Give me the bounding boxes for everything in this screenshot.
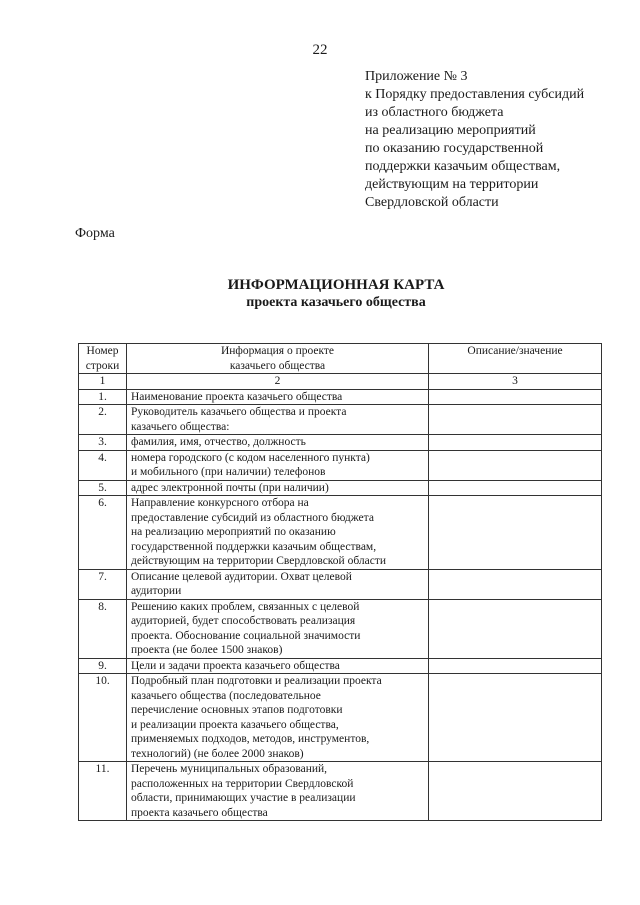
table-row xyxy=(79,762,602,821)
header-information xyxy=(127,344,429,374)
row-number: 4. xyxy=(79,450,127,480)
row-text-line: предоставление субсидий из областного бюджета xyxy=(131,511,374,524)
header-description xyxy=(429,344,602,374)
row-text-line: Решению каких проблем, связанных с целевой xyxy=(131,600,360,613)
appendix-line: к Порядку предоставления субсидий xyxy=(365,87,585,102)
row-text-line: технологий) (не более 2000 знаков) xyxy=(131,747,304,760)
page-number: 22 xyxy=(312,42,328,58)
row-number: 2. xyxy=(79,405,127,435)
row-text-line: на реализацию мероприятий по оказанию xyxy=(131,526,336,538)
row-value-cell[interactable] xyxy=(429,405,602,435)
table-row xyxy=(79,480,602,496)
row-information xyxy=(127,674,429,762)
row-value-cell[interactable] xyxy=(429,674,602,762)
row-information xyxy=(127,496,429,570)
row-text-line: фамилия, имя, отчество, должность xyxy=(131,436,306,448)
row-text-line: Руководитель казачьего общества и проекта xyxy=(131,406,347,418)
row-text-line: действующим на территории Свердловской области xyxy=(131,555,387,567)
table-row xyxy=(79,389,602,405)
header-row-number xyxy=(79,344,127,374)
row-text-line: и мобильного (при наличии) телефонов xyxy=(131,466,326,478)
column-index: 2 xyxy=(127,374,429,390)
table-row xyxy=(79,674,602,762)
row-text-line: аудитории xyxy=(131,585,182,597)
row-text-line: и реализации проекта казачьего общества, xyxy=(131,718,339,731)
row-value-cell[interactable] xyxy=(429,389,602,405)
table-row xyxy=(79,599,602,658)
row-text-line: номера городского (с кодом населенного пункта) xyxy=(131,451,370,464)
row-information xyxy=(127,405,429,435)
appendix-line: Приложение № 3 xyxy=(365,69,468,84)
row-information xyxy=(127,389,429,405)
row-text-line: Перечень муниципальных образований, xyxy=(131,763,328,775)
appendix-line: Свердловской области xyxy=(365,195,499,210)
appendix-line: поддержки казачьим обществам, xyxy=(365,159,561,174)
table-row xyxy=(79,435,602,451)
title-line-2: проекта казачьего общества xyxy=(246,295,426,310)
row-number: 9. xyxy=(79,658,127,674)
row-text-line: Описание целевой аудитории. Охват целевой xyxy=(131,570,352,583)
row-number: 5. xyxy=(79,480,127,496)
row-text-line: проекта казачьего общества xyxy=(131,806,268,819)
header-text: Описание/значение xyxy=(467,345,563,357)
row-value-cell[interactable] xyxy=(429,658,602,674)
row-text-line: перечисление основных этапов подготовки xyxy=(131,704,343,716)
row-text-line: государственной поддержки казачьим обществам, xyxy=(131,540,377,553)
row-text-line: аудиторией, будет способствовать реализация xyxy=(131,615,356,627)
row-information xyxy=(127,658,429,674)
row-number: 8. xyxy=(79,599,127,658)
table-row xyxy=(79,658,602,674)
appendix-line: на реализацию мероприятий xyxy=(365,123,536,138)
row-value-cell[interactable] xyxy=(429,450,602,480)
row-text-line: проекта (не более 1500 знаков) xyxy=(131,644,283,656)
row-information xyxy=(127,480,429,496)
row-text-line: адрес электронной почты (при наличии) xyxy=(131,481,329,494)
row-text-line: области, принимающих участие в реализации xyxy=(131,792,356,804)
header-text: Информация о проекте xyxy=(220,345,335,357)
appendix-line: по оказанию государственной xyxy=(365,141,544,156)
row-value-cell[interactable] xyxy=(429,480,602,496)
row-text-line: Подробный план подготовки и реализации проекта xyxy=(131,675,382,687)
table-row xyxy=(79,450,602,480)
document-title xyxy=(0,276,640,312)
row-information xyxy=(127,435,429,451)
form-label: Форма xyxy=(75,226,115,241)
row-number: 1. xyxy=(79,389,127,405)
info-table xyxy=(78,343,602,821)
appendix-line: из областного бюджета xyxy=(365,105,504,120)
table-row xyxy=(79,405,602,435)
row-text-line: Направление конкурсного отбора на xyxy=(131,497,309,509)
row-information xyxy=(127,599,429,658)
row-number: 7. xyxy=(79,569,127,599)
row-information xyxy=(127,450,429,480)
title-line-1: ИНФОРМАЦИОННАЯ КАРТА xyxy=(227,277,445,293)
column-index: 3 xyxy=(429,374,602,390)
row-value-cell[interactable] xyxy=(429,599,602,658)
column-index-row xyxy=(79,374,602,390)
row-value-cell[interactable] xyxy=(429,496,602,570)
row-value-cell[interactable] xyxy=(429,569,602,599)
row-number: 10. xyxy=(79,674,127,762)
table-body xyxy=(79,389,602,821)
row-text-line: казачьего общества (последовательное xyxy=(131,689,321,702)
row-number: 3. xyxy=(79,435,127,451)
row-text-line: применяемых подходов, методов, инструментов, xyxy=(131,733,370,745)
row-text-line: расположенных на территории Свердловской xyxy=(131,777,354,790)
row-number: 6. xyxy=(79,496,127,570)
table-row xyxy=(79,569,602,599)
row-text-line: Наименование проекта казачьего общества xyxy=(131,390,343,403)
appendix-line: действующим на территории xyxy=(365,177,539,192)
row-number: 11. xyxy=(79,762,127,821)
row-value-cell[interactable] xyxy=(429,435,602,451)
header-text: строки xyxy=(85,359,120,372)
appendix-header xyxy=(365,68,584,212)
row-text-line: проекта. Обоснование социальной значимости xyxy=(131,629,361,642)
row-information xyxy=(127,762,429,821)
row-text-line: Цели и задачи проекта казачьего общества xyxy=(131,659,340,672)
row-information xyxy=(127,569,429,599)
column-index: 1 xyxy=(79,374,127,390)
row-text-line: казачьего общества: xyxy=(131,420,230,433)
row-value-cell[interactable] xyxy=(429,762,602,821)
table-header-row xyxy=(79,344,602,374)
table-row xyxy=(79,496,602,570)
header-text: казачьего общества xyxy=(229,359,326,372)
header-text: Номер xyxy=(86,345,119,357)
